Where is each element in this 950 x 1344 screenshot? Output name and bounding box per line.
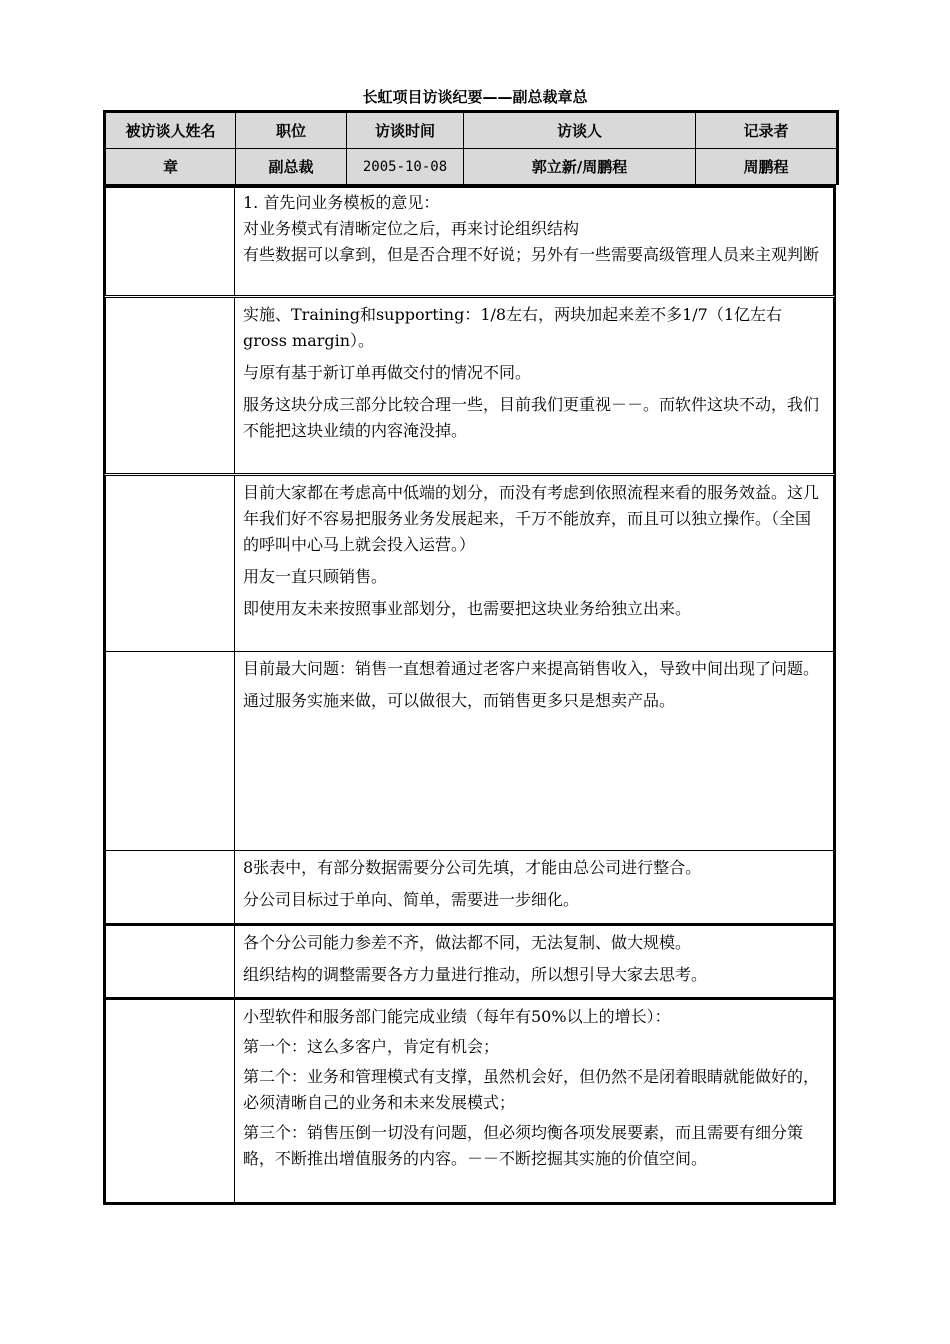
note-label-cell <box>106 926 235 997</box>
note-paragraph: 第一个：这么多客户，肯定有机会； <box>243 1037 500 1056</box>
note-content-1 <box>235 188 833 295</box>
interview-header-table <box>103 110 839 185</box>
note-label-cell <box>106 1000 235 1202</box>
note-paragraph: 对业务模式有清晰定位之后，再来讨论组织结构 <box>243 219 580 238</box>
note-paragraph: 目前大家都在考虑高中低端的划分，而没有考虑到依照流程来看的服务效益。这几年我们好不容易把服务业务发展起来，千万不能放弃，而且可以独立操作。（全国的呼叫中心马上就会投入运营。） <box>243 483 820 554</box>
interview-table <box>103 110 836 1205</box>
note-paragraph: 服务这块分成三部分比较合理一些，目前我们更重视－－。而软件这块不动，我们不能把这块业绩的内容淹没掉。 <box>243 395 820 440</box>
value-interview-time: 2005-10-08 <box>347 149 464 185</box>
note-row-7 <box>103 997 836 1205</box>
note-paragraph: 各个分公司能力参差不齐，做法都不同，无法复制、做大规模。 <box>243 933 692 952</box>
note-label-cell <box>106 851 235 923</box>
note-paragraph: 目前最大问题：销售一直想着通过老客户来提高销售收入，导致中间出现了问题。 <box>243 659 820 678</box>
header-recorder: 记录者 <box>696 112 838 149</box>
value-interviewee-name: 章 <box>105 149 236 185</box>
value-interviewer: 郭立新/周鹏程 <box>464 149 696 185</box>
header-row <box>105 112 838 149</box>
note-paragraph: 与原有基于新订单再做交付的情况不同。 <box>243 363 532 382</box>
header-interview-time: 访谈时间 <box>347 112 464 149</box>
value-recorder: 周鹏程 <box>696 149 838 185</box>
note-paragraph: 第二个：业务和管理模式有支撑，虽然机会好，但仍然不是闭着眼睛就能做好的，必须清晰自己的业务和未来发展模式； <box>243 1067 820 1112</box>
note-paragraph: 8张表中，有部分数据需要分公司先填，才能由总公司进行整合。 <box>243 858 702 877</box>
note-row-4 <box>103 651 836 850</box>
note-paragraph: 1. 首先问业务模板的意见： <box>243 193 440 212</box>
note-row-3 <box>103 473 836 651</box>
note-label-cell <box>106 188 235 295</box>
note-label-cell <box>106 298 235 473</box>
note-paragraph: 通过服务实施来做，可以做很大，而销售更多只是想卖产品。 <box>243 691 676 710</box>
note-row-6 <box>103 923 836 997</box>
note-paragraph: 第三个：销售压倒一切没有问题，但必须均衡各项发展要素，而且需要有细分策略，不断推出增值服务的内容。－－不断挖掘其实施的价值空间。 <box>243 1123 804 1168</box>
value-position: 副总裁 <box>236 149 347 185</box>
note-label-cell <box>106 476 235 651</box>
header-position: 职位 <box>236 112 347 149</box>
note-content-2 <box>235 298 833 473</box>
note-paragraph: 有些数据可以拿到，但是否合理不好说；另外有一些需要高级管理人员来主观判断 <box>243 245 820 264</box>
note-label-cell <box>106 652 235 850</box>
note-content-5 <box>235 851 833 923</box>
note-row-5 <box>103 850 836 923</box>
note-content-7 <box>235 1000 833 1202</box>
note-paragraph: 实施、Training和supporting：1/8左右，两块加起来差不多1/7（1亿左右gross margin）。 <box>243 305 783 350</box>
note-paragraph: 小型软件和服务部门能完成业绩（每年有50%以上的增长）： <box>243 1007 671 1026</box>
document-title: 长虹项目访谈纪要——副总裁章总 <box>362 88 588 106</box>
note-row-1 <box>103 185 836 295</box>
note-paragraph: 组织结构的调整需要各方力量进行推动，所以想引导大家去思考。 <box>243 965 708 984</box>
note-content-6 <box>235 926 833 997</box>
header-interviewee-name: 被访谈人姓名 <box>105 112 236 149</box>
value-row <box>105 149 838 185</box>
note-content-4 <box>235 652 833 850</box>
note-content-3 <box>235 476 833 651</box>
note-paragraph: 分公司目标过于单向、简单，需要进一步细化。 <box>243 890 580 909</box>
header-interviewer: 访谈人 <box>464 112 696 149</box>
note-row-2 <box>103 295 836 473</box>
note-paragraph: 用友一直只顾销售。 <box>243 567 388 586</box>
note-paragraph: 即使用友未来按照事业部划分，也需要把这块业务给独立出来。 <box>243 599 692 618</box>
